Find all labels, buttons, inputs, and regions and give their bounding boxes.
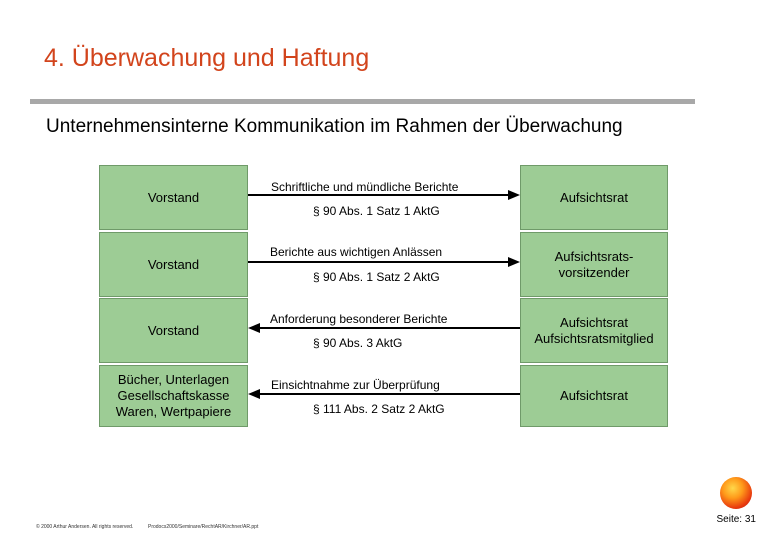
connector-label-3: Anforderung besonderer Berichte bbox=[270, 312, 448, 326]
connector-label-4: Einsichtnahme zur Überprüfung bbox=[271, 378, 440, 392]
aufsichtsrat-box-4 bbox=[520, 365, 668, 427]
box-line: Bücher, Unterlagen bbox=[117, 372, 230, 387]
company-logo bbox=[720, 477, 752, 509]
box-line: Aufsichtsrat bbox=[560, 314, 628, 330]
footer-copyright: © 2000 Arthur Andersen. All rights reserved. bbox=[36, 524, 134, 530]
law-reference-1: § 90 Abs. 1 Satz 1 AktG bbox=[313, 204, 440, 218]
buecher-unterlagen-box bbox=[99, 365, 248, 427]
box-line: Aufsichtsrat bbox=[560, 189, 628, 205]
vorstand-box-1 bbox=[99, 165, 248, 230]
box-line: Vorstand bbox=[147, 322, 200, 338]
law-reference-2: § 90 Abs. 1 Satz 2 AktG bbox=[313, 270, 440, 284]
title-divider bbox=[30, 99, 695, 104]
arrow-right-2 bbox=[248, 255, 520, 269]
slide-title: 4. Überwachung und Haftung bbox=[44, 44, 370, 72]
footer-file-path: Prodocs2000/Seminare/RechtAR/Kirchner/AR.ppt bbox=[148, 524, 259, 530]
box-line: Gesellschaftskasse bbox=[117, 388, 230, 403]
arrow-left-3 bbox=[248, 321, 520, 335]
law-reference-3: § 90 Abs. 3 AktG bbox=[313, 336, 403, 350]
box-line: Aufsichtsrat bbox=[560, 388, 628, 403]
vorstand-box-2 bbox=[99, 232, 248, 297]
box-line: Aufsichtsrats- bbox=[554, 248, 634, 264]
box-line: Waren, Wertpapiere bbox=[115, 404, 232, 419]
page-number: Seite: 31 bbox=[716, 514, 756, 525]
box-line: Aufsichtsratsmitglied bbox=[534, 330, 654, 346]
arrow-left-4 bbox=[248, 387, 520, 401]
arrow-right-1 bbox=[248, 188, 520, 202]
vorstand-box-3 bbox=[99, 298, 248, 363]
box-line: vorsitzender bbox=[558, 264, 630, 280]
aufsichtsrat-box-1 bbox=[520, 165, 668, 230]
connector-label-1: Schriftliche und mündliche Berichte bbox=[271, 180, 459, 194]
connector-label-2: Berichte aus wichtigen Anlässen bbox=[270, 245, 443, 259]
box-line: Vorstand bbox=[147, 256, 200, 272]
aufsichtsratsmitglied-box bbox=[520, 298, 668, 363]
box-line: Vorstand bbox=[147, 189, 200, 205]
aufsichtsratsvorsitzender-box bbox=[520, 232, 668, 297]
slide-subtitle: Unternehmensinterne Kommunikation im Rahmen der Überwachung bbox=[46, 116, 623, 137]
law-reference-4: § 111 Abs. 2 Satz 2 AktG bbox=[313, 402, 445, 416]
